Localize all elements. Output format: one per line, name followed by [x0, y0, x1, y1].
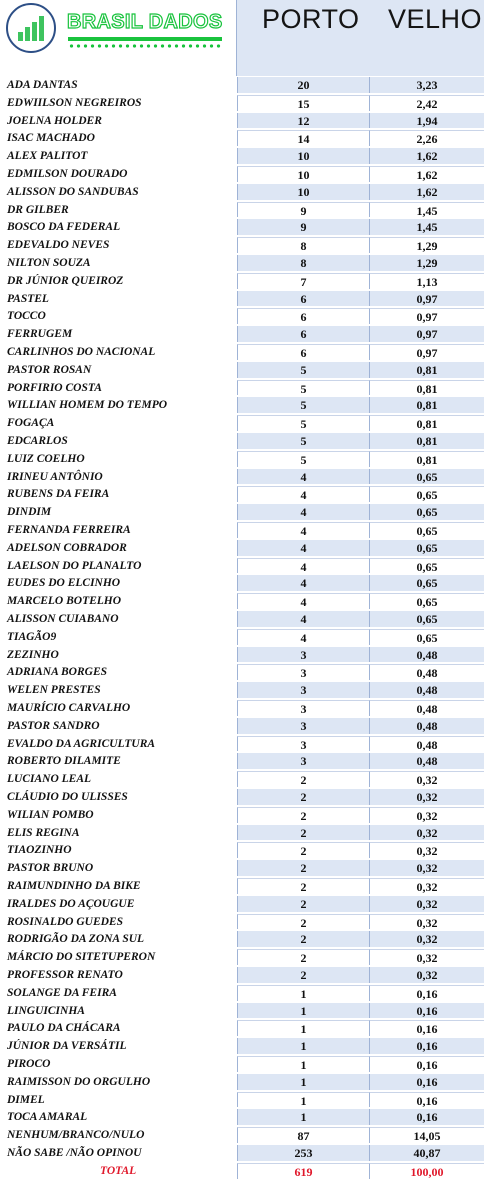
vote-count: 3 [237, 682, 369, 698]
vote-count: 3 [237, 718, 369, 734]
vote-count: 4 [237, 611, 369, 627]
table-row [0, 414, 484, 432]
vote-count: 8 [237, 255, 369, 271]
vote-count: 2 [237, 860, 369, 876]
candidate-name: ROSINALDO GUEDES [7, 915, 123, 928]
vote-percent: 0,32 [369, 825, 484, 841]
vote-count: 6 [237, 344, 369, 360]
candidate-name: RAIMISSON DO ORGULHO [7, 1075, 151, 1088]
candidate-name: DR JÚNIOR QUEIROZ [7, 274, 124, 287]
table-row [0, 592, 484, 610]
vote-count: 5 [237, 397, 369, 413]
vote-percent: 0,97 [369, 326, 484, 342]
vote-percent: 40,87 [369, 1145, 484, 1161]
vote-percent: 1,94 [369, 113, 484, 129]
table-row [0, 877, 484, 895]
vote-count: 6 [237, 291, 369, 307]
total-label: TOTAL [100, 1164, 137, 1177]
candidate-name: RUBENS DA FEIRA [7, 488, 110, 501]
vote-count: 2 [237, 914, 369, 930]
vote-percent: 0,32 [369, 878, 484, 894]
candidate-name: ZEZINHO [7, 648, 59, 661]
table-row [0, 361, 484, 379]
table-row [0, 628, 484, 646]
vote-count: 1 [237, 1056, 369, 1072]
table-row [0, 432, 484, 450]
table-row [0, 1091, 484, 1109]
candidate-name: EDMILSON DOURADO [7, 168, 128, 180]
candidate-name: EVALDO DA AGRICULTURA [7, 737, 156, 750]
total-percent: 100,00 [369, 1163, 484, 1179]
vote-percent: 1,45 [369, 202, 484, 218]
table-row [0, 557, 484, 575]
candidate-name: ISAC MACHADO [7, 132, 95, 145]
vote-count: 10 [237, 148, 369, 164]
vote-percent: 0,65 [369, 629, 484, 645]
candidate-name: TOCCO [7, 310, 46, 323]
candidate-name: PAULO DA CHÁCARA [7, 1022, 121, 1035]
vote-percent: 0,32 [369, 949, 484, 965]
candidate-name: ROBERTO DILAMITE [7, 755, 121, 768]
vote-percent: 0,48 [369, 664, 484, 680]
vote-percent: 1,62 [369, 166, 484, 182]
table-row [0, 735, 484, 753]
table-row [0, 343, 484, 361]
candidate-name: TIAOZINHO [7, 844, 72, 857]
candidate-name: WELEN PRESTES [7, 684, 101, 697]
candidate-name: ADA DANTAS [7, 79, 78, 91]
vote-percent: 0,65 [369, 611, 484, 627]
candidate-name: PASTOR BRUNO [7, 862, 94, 875]
vote-count: 15 [237, 95, 369, 111]
candidate-name: IRALDES DO AÇOUGUE [7, 897, 135, 910]
candidate-name: DIMEL [7, 1093, 45, 1106]
vote-count: 1 [237, 1092, 369, 1108]
vote-percent: 0,32 [369, 931, 484, 947]
candidate-name: PORFIRIO COSTA [7, 381, 102, 394]
vote-percent: 0,65 [369, 504, 484, 520]
vote-percent: 0,32 [369, 860, 484, 876]
vote-count: 2 [237, 967, 369, 983]
header-velho: VELHO [388, 4, 483, 34]
vote-count: 2 [237, 878, 369, 894]
candidate-name: RODRIGÃO DA ZONA SUL [7, 933, 145, 946]
vote-count: 4 [237, 558, 369, 574]
vote-percent: 0,16 [369, 985, 484, 1001]
vote-count: 2 [237, 842, 369, 858]
candidate-name: EUDES DO ELCINHO [7, 577, 121, 590]
vote-count: 2 [237, 949, 369, 965]
candidate-name: CLÁUDIO DO ULISSES [7, 791, 128, 803]
vote-percent: 0,65 [369, 558, 484, 574]
candidate-name: MÁRCIO DO SITETUPERON [7, 951, 156, 964]
vote-percent: 0,65 [369, 469, 484, 485]
table-row [0, 574, 484, 592]
vote-count: 1 [237, 1003, 369, 1019]
vote-count: 4 [237, 504, 369, 520]
table-row [0, 824, 484, 842]
table-row [0, 307, 484, 325]
brand-name: BRASIL DADOS [67, 11, 223, 33]
table-row [0, 129, 484, 147]
table-row [0, 147, 484, 165]
vote-percent: 0,32 [369, 914, 484, 930]
vote-percent: 14,05 [369, 1127, 484, 1143]
table-row [0, 610, 484, 628]
vote-count: 4 [237, 486, 369, 502]
vote-count: 1 [237, 1038, 369, 1054]
table-row [0, 272, 484, 290]
vote-count: 4 [237, 629, 369, 645]
candidate-name: WILLIAN HOMEM DO TEMPO [7, 399, 168, 412]
candidate-name: FERRUGEM [7, 328, 73, 341]
vote-percent: 0,81 [369, 451, 484, 467]
vote-percent: 0,32 [369, 807, 484, 823]
candidate-name: BOSCO DA FEDERAL [7, 221, 121, 234]
total-votes: 619 [237, 1163, 369, 1179]
vote-percent: 0,48 [369, 718, 484, 734]
vote-percent: 0,48 [369, 682, 484, 698]
vote-percent: 0,81 [369, 380, 484, 396]
candidate-name: EDCARLOS [7, 435, 68, 447]
table-row [0, 681, 484, 699]
total-row [0, 1162, 484, 1180]
vote-count: 1 [237, 1109, 369, 1125]
vote-count: 3 [237, 736, 369, 752]
vote-percent: 0,97 [369, 291, 484, 307]
table-row [0, 76, 484, 94]
candidate-name: MARCELO BOTELHO [7, 595, 122, 608]
vote-percent: 1,45 [369, 219, 484, 235]
vote-percent: 0,65 [369, 486, 484, 502]
candidate-name: LUCIANO LEAL [7, 773, 92, 786]
vote-count: 4 [237, 540, 369, 556]
table-row [0, 752, 484, 770]
candidate-name: PROFESSOR RENATO [7, 969, 123, 981]
vote-count: 14 [237, 130, 369, 146]
table-row [0, 770, 484, 788]
vote-count: 3 [237, 700, 369, 716]
bar-chart-icon [6, 3, 56, 53]
vote-percent: 1,29 [369, 255, 484, 271]
vote-percent: 0,32 [369, 967, 484, 983]
table-row [0, 1055, 484, 1073]
table-row [0, 94, 484, 112]
vote-percent: 0,48 [369, 736, 484, 752]
candidate-name: EDWIILSON NEGREIROS [7, 96, 142, 109]
vote-percent: 0,48 [369, 700, 484, 716]
vote-count: 2 [237, 771, 369, 787]
table-row [0, 218, 484, 236]
candidate-name: ELIS REGINA [7, 826, 80, 839]
table-row [0, 717, 484, 735]
table-row [0, 236, 484, 254]
vote-count: 1 [237, 1074, 369, 1090]
candidate-name: PASTOR ROSAN [7, 363, 92, 376]
candidate-name: ADELSON COBRADOR [7, 541, 127, 554]
vote-count: 4 [237, 522, 369, 538]
table-row [0, 1126, 484, 1144]
candidate-name: FOGAÇA [7, 417, 55, 430]
table-row [0, 913, 484, 931]
candidate-name: WILIAN POMBO [7, 808, 94, 821]
vote-percent: 0,32 [369, 896, 484, 912]
table-row [0, 841, 484, 859]
vote-percent: 0,16 [369, 1092, 484, 1108]
table-row [0, 806, 484, 824]
vote-count: 10 [237, 184, 369, 200]
vote-count: 2 [237, 825, 369, 841]
candidate-name: LUIZ COELHO [7, 452, 85, 465]
table-row [0, 699, 484, 717]
vote-percent: 0,81 [369, 433, 484, 449]
table-row [0, 1019, 484, 1037]
vote-percent: 0,65 [369, 593, 484, 609]
brand-dots [68, 44, 222, 48]
candidate-name: NENHUM/BRANCO/NULO [7, 1129, 145, 1142]
vote-percent: 1,29 [369, 237, 484, 253]
vote-count: 3 [237, 664, 369, 680]
vote-percent: 0,16 [369, 1056, 484, 1072]
candidate-name: LAELSON DO PLANALTO [7, 559, 142, 572]
vote-count: 6 [237, 326, 369, 342]
vote-count: 20 [237, 77, 369, 93]
candidate-name: TOCA AMARAL [7, 1111, 88, 1124]
vote-percent: 1,62 [369, 184, 484, 200]
vote-percent: 0,16 [369, 1003, 484, 1019]
vote-percent: 0,16 [369, 1074, 484, 1090]
vote-percent: 0,48 [369, 647, 484, 663]
vote-percent: 1,13 [369, 273, 484, 289]
brand-underline [68, 37, 222, 41]
candidate-name: JOELNA HOLDER [7, 114, 102, 127]
table-row [0, 112, 484, 130]
vote-percent: 0,65 [369, 575, 484, 591]
table-row [0, 290, 484, 308]
table-row [0, 1037, 484, 1055]
vote-count: 2 [237, 807, 369, 823]
table-row [0, 984, 484, 1002]
vote-percent: 0,97 [369, 308, 484, 324]
vote-percent: 0,97 [369, 344, 484, 360]
candidate-name: PASTOR SANDRO [7, 719, 100, 732]
table-row [0, 788, 484, 806]
candidate-name: MAURÍCIO CARVALHO [7, 702, 131, 714]
candidate-name: ADRIANA BORGES [7, 666, 108, 679]
vote-count: 4 [237, 469, 369, 485]
vote-count: 4 [237, 575, 369, 591]
vote-percent: 0,32 [369, 789, 484, 805]
vote-count: 9 [237, 219, 369, 235]
vote-percent: 1,62 [369, 148, 484, 164]
candidate-name: CARLINHOS DO NACIONAL [7, 346, 156, 358]
vote-percent: 2,26 [369, 130, 484, 146]
vote-count: 7 [237, 273, 369, 289]
table-row [0, 930, 484, 948]
vote-percent: 0,81 [369, 397, 484, 413]
candidate-name: SOLANGE DA FEIRA [7, 986, 117, 999]
table-row [0, 450, 484, 468]
vote-count: 1 [237, 1020, 369, 1036]
vote-percent: 0,16 [369, 1109, 484, 1125]
table-row [0, 183, 484, 201]
vote-count: 3 [237, 647, 369, 663]
vote-count: 4 [237, 593, 369, 609]
table-row [0, 539, 484, 557]
candidate-name: NILTON SOUZA [7, 257, 91, 269]
candidate-name: JÚNIOR DA VERSÁTIL [7, 1040, 127, 1053]
vote-percent: 0,16 [369, 1038, 484, 1054]
table-row [0, 966, 484, 984]
brand-header [0, 0, 236, 76]
vote-count: 5 [237, 362, 369, 378]
table-row [0, 521, 484, 539]
table-row [0, 1002, 484, 1020]
candidate-name: ALISSON DO SANDUBAS [7, 185, 139, 198]
table-row [0, 468, 484, 486]
vote-percent: 0,81 [369, 362, 484, 378]
header-porto: PORTO [262, 4, 360, 34]
table-row [0, 646, 484, 664]
table-row [0, 859, 484, 877]
vote-percent: 0,16 [369, 1020, 484, 1036]
table-row [0, 485, 484, 503]
table-row [0, 165, 484, 183]
candidate-name: DR GILBER [7, 203, 69, 216]
vote-percent: 0,48 [369, 753, 484, 769]
table-row [0, 379, 484, 397]
vote-percent: 0,81 [369, 415, 484, 431]
candidate-name: PASTEL [7, 292, 49, 305]
vote-count: 2 [237, 896, 369, 912]
vote-percent: 3,23 [369, 77, 484, 93]
table-row [0, 948, 484, 966]
vote-count: 10 [237, 166, 369, 182]
table-row [0, 503, 484, 521]
vote-count: 5 [237, 451, 369, 467]
table-row [0, 201, 484, 219]
candidate-name: IRINEU ANTÔNIO [7, 470, 103, 483]
candidate-name: TIAGÃO9 [7, 630, 57, 643]
vote-percent: 0,65 [369, 540, 484, 556]
candidate-name: LINGUICINHA [7, 1004, 85, 1017]
candidate-name: DINDIM [7, 506, 52, 519]
vote-count: 9 [237, 202, 369, 218]
table-row [0, 1108, 484, 1126]
vote-count: 1 [237, 985, 369, 1001]
candidate-name: NÃO SABE /NÃO OPINOU [7, 1147, 142, 1159]
vote-count: 8 [237, 237, 369, 253]
vote-count: 3 [237, 753, 369, 769]
candidate-name: ALISSON CUIABANO [7, 613, 119, 625]
vote-percent: 0,32 [369, 771, 484, 787]
vote-count: 2 [237, 931, 369, 947]
vote-count: 5 [237, 415, 369, 431]
vote-count: 5 [237, 380, 369, 396]
table-row [0, 663, 484, 681]
vote-count: 12 [237, 113, 369, 129]
candidate-name: RAIMUNDINHO DA BIKE [7, 880, 141, 892]
vote-percent: 0,32 [369, 842, 484, 858]
candidate-name: ALEX PALITOT [7, 150, 88, 163]
vote-count: 87 [237, 1127, 369, 1143]
vote-count: 2 [237, 789, 369, 805]
table-row [0, 325, 484, 343]
table-row [0, 396, 484, 414]
vote-count: 253 [237, 1145, 369, 1161]
candidate-name: EDEVALDO NEVES [7, 239, 110, 252]
candidate-name: FERNANDA FERREIRA [7, 524, 131, 536]
vote-percent: 2,42 [369, 95, 484, 111]
table-row [0, 1144, 484, 1162]
vote-percent: 0,65 [369, 522, 484, 538]
table-row [0, 895, 484, 913]
table-row [0, 254, 484, 272]
candidate-name: PIROCO [7, 1058, 51, 1070]
vote-count: 6 [237, 308, 369, 324]
vote-count: 5 [237, 433, 369, 449]
table-row [0, 1073, 484, 1091]
